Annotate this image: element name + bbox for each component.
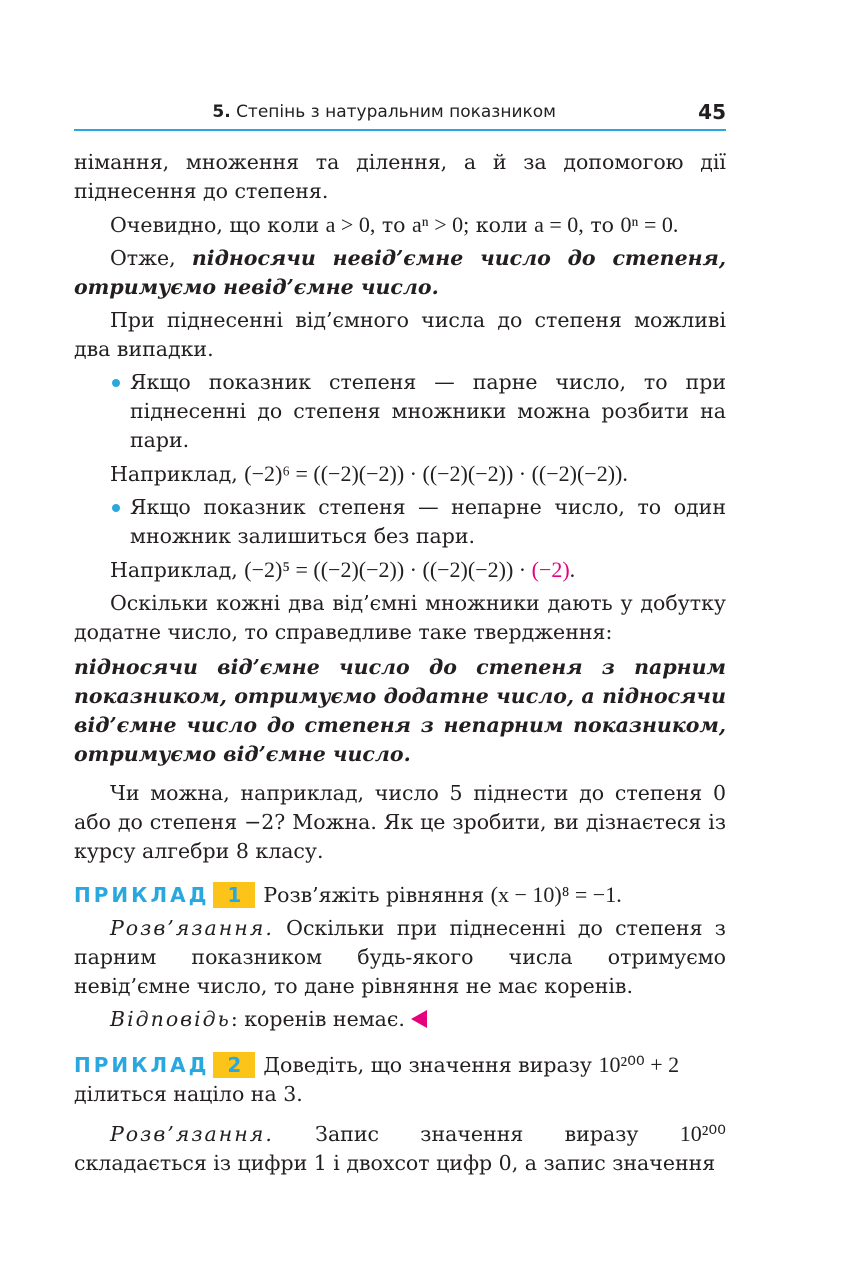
emphasis-statement: підносячи невід’ємне число до степеня, отримуємо невід’ємне число. [74,246,727,299]
bullet-odd-exponent [74,493,726,551]
text-span: то [583,213,621,237]
formula-unpaired-factor: (−2) [531,557,570,582]
text-span: коли [469,213,535,237]
answer-text: : коренів немає. [230,1007,405,1031]
example-task: Розв’яжіть рівняння [263,883,491,907]
paragraph-6: Чи можна, наприклад, число 5 піднести до степеня 0 або до степеня −2? Можна. Як це зробити, ви дізнаєтеся із курсу алгебри 8 класу. [74,781,726,863]
solution-label: Розв’язання. [110,1122,274,1146]
solution-text: Оскільки при піднесенні до степеня з парним показником будь-якого числа отримуємо невід’ємне число, то дане рівняння не має коренів. [74,916,726,998]
bullet-even-exponent [74,368,726,455]
example-task-end: ділиться націло на 3. [74,1082,303,1106]
formula-power-of-ten: 10²⁰⁰ [679,1121,726,1146]
example-1-solution [74,914,726,1001]
example-task: Доведіть, що значення виразу [263,1053,599,1077]
formula-equation: (x − 10)⁸ = −1. [490,882,622,907]
formula-end: . [569,557,576,582]
end-of-solution-icon [411,1010,427,1028]
example-1-answer [74,1005,726,1034]
rule-statement: підносячи від’ємне число до степеня з парним показником, отримуємо додатне число, а підносячи від’ємне число до степеня з непарним показником, отримуємо від’ємне число. [74,655,726,766]
bullet-icon [112,379,120,387]
paragraph-3 [74,244,726,302]
header-divider [74,129,726,131]
section-name: Степінь з натуральним показником [236,102,556,122]
text-span: Очевидно, що коли [110,213,326,237]
example-number-badge-1: 1 [213,882,255,908]
answer-label: Відповідь [110,1007,231,1031]
running-header [74,100,726,130]
example-1-heading [74,880,726,910]
text-span: Отже, [110,246,192,270]
main-text [74,148,726,1182]
solution-text-cont: складається із цифри 1 і двохсот цифр 0, а запис значення [74,1151,716,1175]
example-odd [74,555,726,585]
example-number-badge-2: 2 [213,1052,255,1078]
solution-text: Запис значення виразу [273,1122,680,1146]
formula-zero-power: 0ⁿ = 0. [620,212,679,237]
example-even [74,459,726,489]
formula-a-power-positive: aⁿ > 0; [412,212,470,237]
example-label: Наприклад, [110,558,245,582]
section-title [212,102,556,122]
text-span: то [375,213,413,237]
example-label-1: ПРИКЛАД [74,883,210,907]
example-2-heading [74,1050,726,1109]
solution-label: Розв’язання. [110,916,274,940]
bullet-text: Якщо показник степеня — парне число, то при піднесенні до степеня множники можна розбити на пари. [130,370,726,452]
page-number: 45 [698,100,726,124]
section-number: 5. [212,102,231,122]
formula-a-zero: a = 0, [534,212,584,237]
paragraph-5: Оскільки кожні два від’ємні множники дають у добутку додатне число, то справедливе таке твердження: [74,591,726,644]
paragraph-1: німання, множення та ділення, а й за допомогою дії піднесення до степеня. [74,150,726,203]
paragraph-4: При піднесенні від’ємного числа до степеня можливі два випадки. [74,308,726,361]
formula-a-positive: a > 0, [325,212,376,237]
example-label-2: ПРИКЛАД [74,1053,210,1077]
bullet-text: Якщо показник степеня — непарне число, то один множник залишиться без пари. [130,495,726,548]
formula-odd-power: (−2)⁵ = ((−2)(−2)) · ((−2)(−2)) · [244,557,532,582]
paragraph-2 [74,210,726,240]
example-2-solution [74,1119,726,1178]
example-label: Наприклад, [110,462,245,486]
formula-even-power: (−2)⁶ = ((−2)(−2)) · ((−2)(−2)) · ((−2)(−2)). [244,461,628,486]
formula-expression: 10²⁰⁰ + 2 [598,1052,680,1077]
bullet-icon [112,504,120,512]
